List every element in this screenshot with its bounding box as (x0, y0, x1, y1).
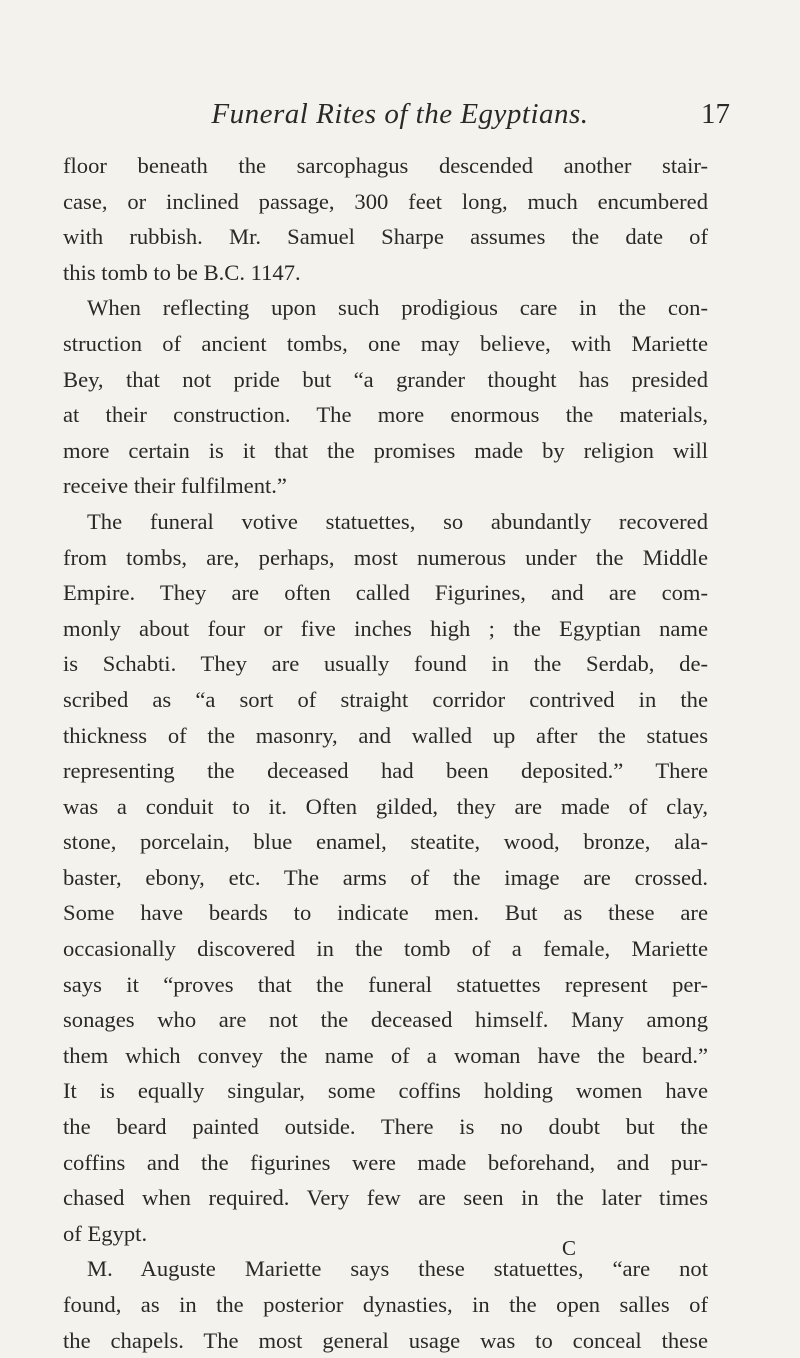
body-text (63, 148, 708, 1358)
text-line: monly about four or five inches high ; the Egyptian name (63, 615, 708, 641)
text-line: them which convey the name of a woman have the beard.” (63, 1042, 708, 1068)
text-line: M. Auguste Mariette says these statuettes, “are not (87, 1256, 708, 1282)
text-line: the beard painted outside. There is no doubt but the (63, 1114, 708, 1140)
text-line: was a conduit to it. Often gilded, they are made of clay, (63, 793, 708, 819)
text-line: The funeral votive statuettes, so abundantly recovered (87, 508, 708, 534)
text-line: of Egypt. (63, 1220, 148, 1246)
text-line: the chapels. The most general usage was to conceal these (63, 1327, 708, 1353)
text-line: scribed as “a sort of straight corridor contrived in the (63, 686, 708, 712)
text-line: thickness of the masonry, and walled up after the statues (63, 722, 708, 748)
text-line: It is equally singular, some coffins holding women have (63, 1078, 708, 1104)
text-line: from tombs, are, perhaps, most numerous under the Middle (63, 544, 708, 570)
text-line: stone, porcelain, blue enamel, steatite, wood, bronze, ala- (63, 829, 708, 855)
text-line: receive their fulfilment.” (63, 473, 287, 499)
running-title: Funeral Rites of the Egyptians. (211, 98, 589, 130)
text-line: says it “proves that the funeral statuettes represent per- (63, 971, 708, 997)
text-line: found, as in the posterior dynasties, in the open salles of (63, 1292, 708, 1317)
text-line: struction of ancient tombs, one may believe, with Mariette (63, 330, 708, 356)
text-line: occasionally discovered in the tomb of a female, Mariette (63, 936, 708, 962)
text-line: floor beneath the sarcophagus descended another stair- (63, 153, 708, 178)
running-head (0, 98, 800, 138)
text-line: is Schabti. They are usually found in the Serdab, de- (63, 651, 708, 677)
text-line: this tomb to be B.C. 1147. (63, 259, 301, 285)
signature-mark: C (562, 1236, 577, 1260)
text-line: more certain is it that the promises made by religion will (63, 437, 708, 463)
page-number: 17 (701, 98, 730, 130)
text-line: When reflecting upon such prodigious care in the con- (87, 295, 708, 321)
text-line: Some have beards to indicate men. But as these are (63, 900, 708, 926)
text-line: chased when required. Very few are seen in the later times (63, 1185, 708, 1211)
text-line: baster, ebony, etc. The arms of the image are crossed. (63, 864, 708, 890)
text-line: Empire. They are often called Figurines, and are com- (63, 580, 708, 606)
text-line: at their construction. The more enormous the materials, (63, 402, 708, 428)
text-line: representing the deceased had been deposited.” There (63, 758, 708, 784)
text-line: with rubbish. Mr. Samuel Sharpe assumes the date of (63, 224, 708, 250)
text-line: sonages who are not the deceased himself. Many among (63, 1007, 708, 1033)
text-line: Bey, that not pride but “a grander thought has presided (63, 366, 708, 392)
text-line: case, or inclined passage, 300 feet long, much encumbered (63, 188, 708, 214)
text-line: coffins and the figurines were made beforehand, and pur- (63, 1149, 708, 1175)
